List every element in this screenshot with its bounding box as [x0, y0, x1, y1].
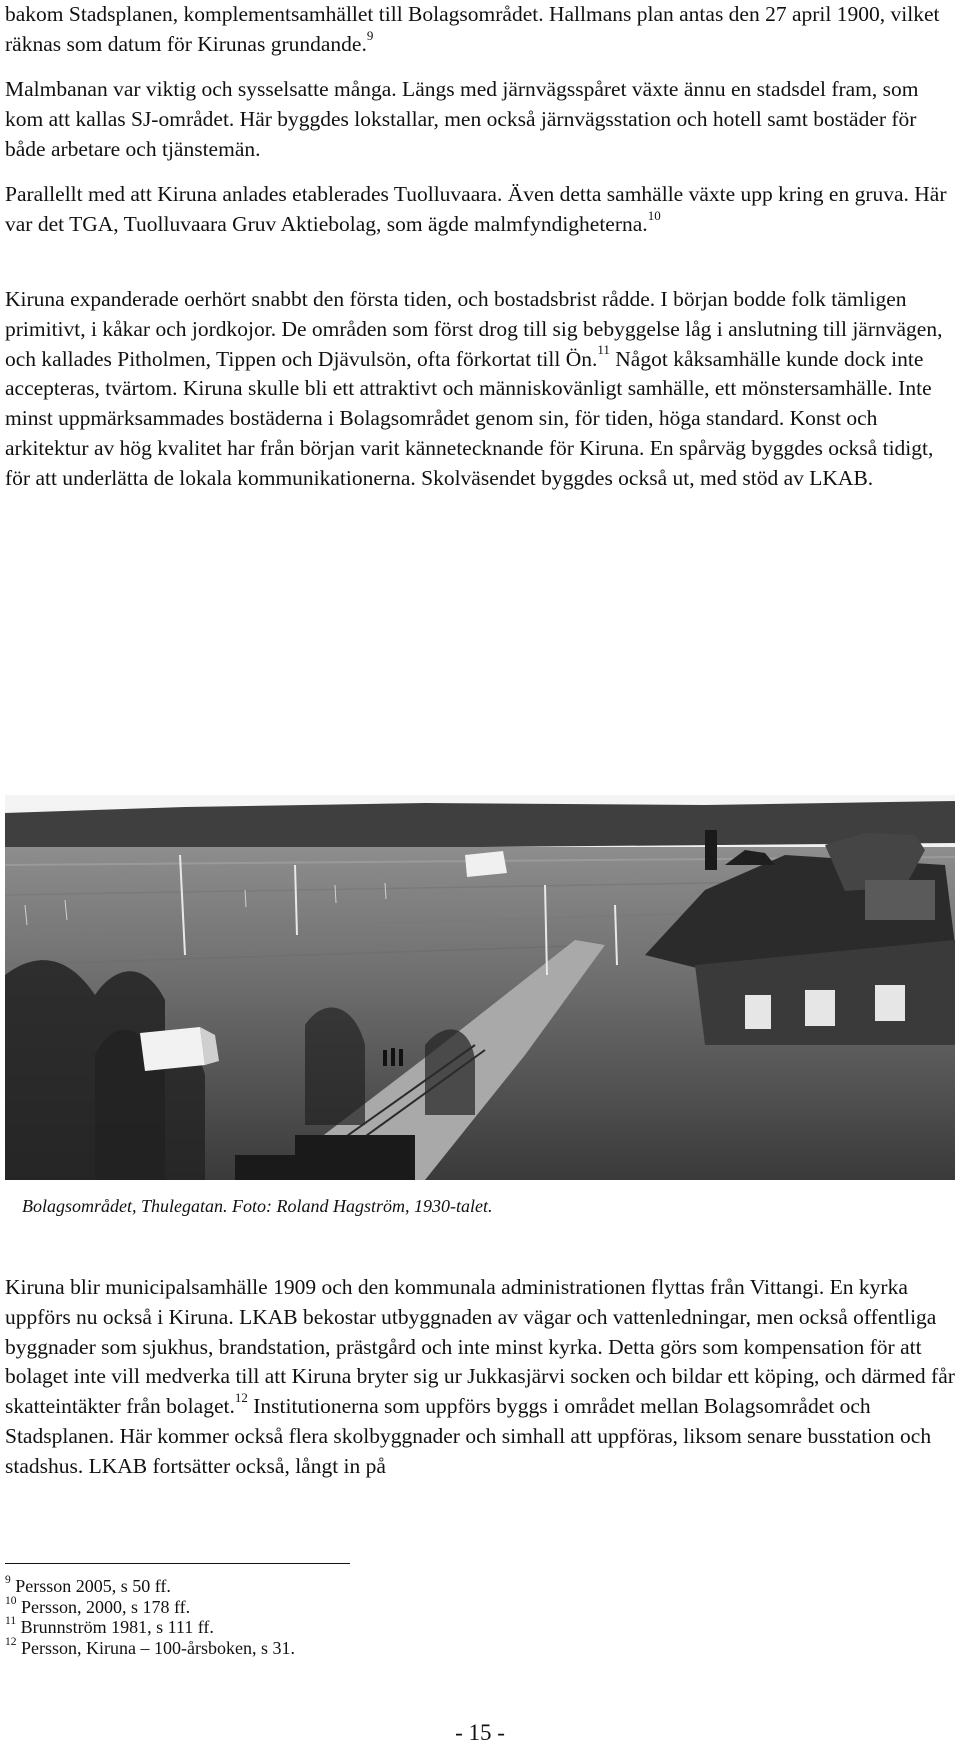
- paragraph-text: Kiruna expanderade oerhört snabbt den första tiden, och bostadsbrist rådde. I början bodde folk tämligen primitivt, i kåkar och jordkojor. De områden som först drog till sig bebyggelse låg i anslutning till järnvägen, och kallades Pitholmen, Tippen och Djävulsön, ofta förkortat till Ön.: [5, 287, 943, 371]
- paragraph-text: Parallellt med att Kiruna anlades etablerades Tuolluvaara. Även detta samhälle växte upp kring en gruva. Här var det TGA, Tuolluvaara Gruv Aktiebolag, som ägde malmfyndigheterna.: [5, 182, 947, 236]
- footnote-item: [5, 1576, 295, 1597]
- footnote-number: 11: [5, 1615, 17, 1627]
- footnote-number: 12: [5, 1635, 17, 1648]
- paragraph-text-continued: Något kåksamhälle kunde dock inte accepteras, tvärtom. Kiruna skulle bli ett attraktivt och människovänligt samhälle, ett mönstersamhälle. Inte minst uppmärksammades bostäderna i Bolagsområdet genom sin, för tiden, höga standard. Konst och arkitektur av hög kvalitet har från början varit kännetecknande för Kiruna. En spårväg byggdes också tidigt, för att underlätta de lokala kommunikationerna. Skolväsendet byggdes också ut, med stöd av LKAB.: [5, 346, 934, 490]
- paragraph-tuolluvaara: [5, 180, 955, 240]
- footnotes: [5, 1576, 295, 1658]
- footnote-number: 9: [5, 1574, 11, 1586]
- footnote-separator: [5, 1563, 350, 1564]
- footnote-item: [5, 1635, 295, 1659]
- footnote-ref: 10: [647, 207, 661, 223]
- paragraph-text: Kiruna blir municipalsamhälle 1909 och den kommunala administrationen flyttas från Vittangi. En kyrka uppförs nu också i Kiruna. LKAB bekostar utbyggnaden av vägar och vattenledningar, men också offentliga byggnader som sjukhus, brandstation, prästgård och inte minst kyrka. Detta görs som kompensation för att bolaget inte vill medverka till att Kiruna bryter sig ur Jukkasjärvi socken och bildar ett köping, och därmed får skatteintäkter från bolaget.: [5, 1275, 955, 1419]
- footnote-text: Persson, 2000, s 178 ff.: [21, 1596, 191, 1617]
- footnote-ref: 11: [597, 342, 610, 358]
- paragraph-municipalsamhalle: [5, 1273, 955, 1482]
- page-number: - 15 -: [455, 1720, 505, 1745]
- paragraph-text: Malmbanan var viktig och sysselsatte många. Längs med järnvägsspåret växte ännu en stadsdel fram, som kom att kallas SJ-området. Här byggdes lokstallar, men också järnvägsstation och hotell samt bostäder för både arbetare och tjänstemän.: [5, 77, 919, 161]
- footnote-number: 10: [5, 1594, 17, 1607]
- footnote-text: Brunnström 1981, s 111 ff.: [20, 1617, 214, 1637]
- paragraph-text: bakom Stadsplanen, komplementsamhället till Bolagsområdet. Hallmans plan antas den 27 april 1900, vilket räknas som datum för Kirunas grundande.: [5, 2, 940, 56]
- historical-photo: [5, 795, 955, 1180]
- paragraph-sj-omradet: [5, 75, 955, 164]
- footnote-item: [5, 1617, 295, 1638]
- footnote-text: Persson, Kiruna – 100-årsboken, s 31.: [21, 1637, 295, 1658]
- footnote-ref: 12: [234, 1390, 248, 1406]
- footnote-text: Persson 2005, s 50 ff.: [15, 1576, 171, 1596]
- paragraph-stadsplanen: [5, 0, 955, 60]
- footnote-ref: 9: [366, 27, 374, 43]
- footnote-item: [5, 1594, 295, 1618]
- photo-caption: Bolagsområdet, Thulegatan. Foto: Roland Hagström, 1930-talet.: [22, 1196, 493, 1216]
- paragraph-expansion: [5, 285, 955, 494]
- paragraph-text-continued: Institutionerna som uppförs byggs i området mellan Bolagsområdet och Stadsplanen. Här kommer också flera skolbyggnader och simhall att uppföras, liksom senare busstation och stadshus. LKAB fortsätter också, långt in på: [5, 1394, 932, 1478]
